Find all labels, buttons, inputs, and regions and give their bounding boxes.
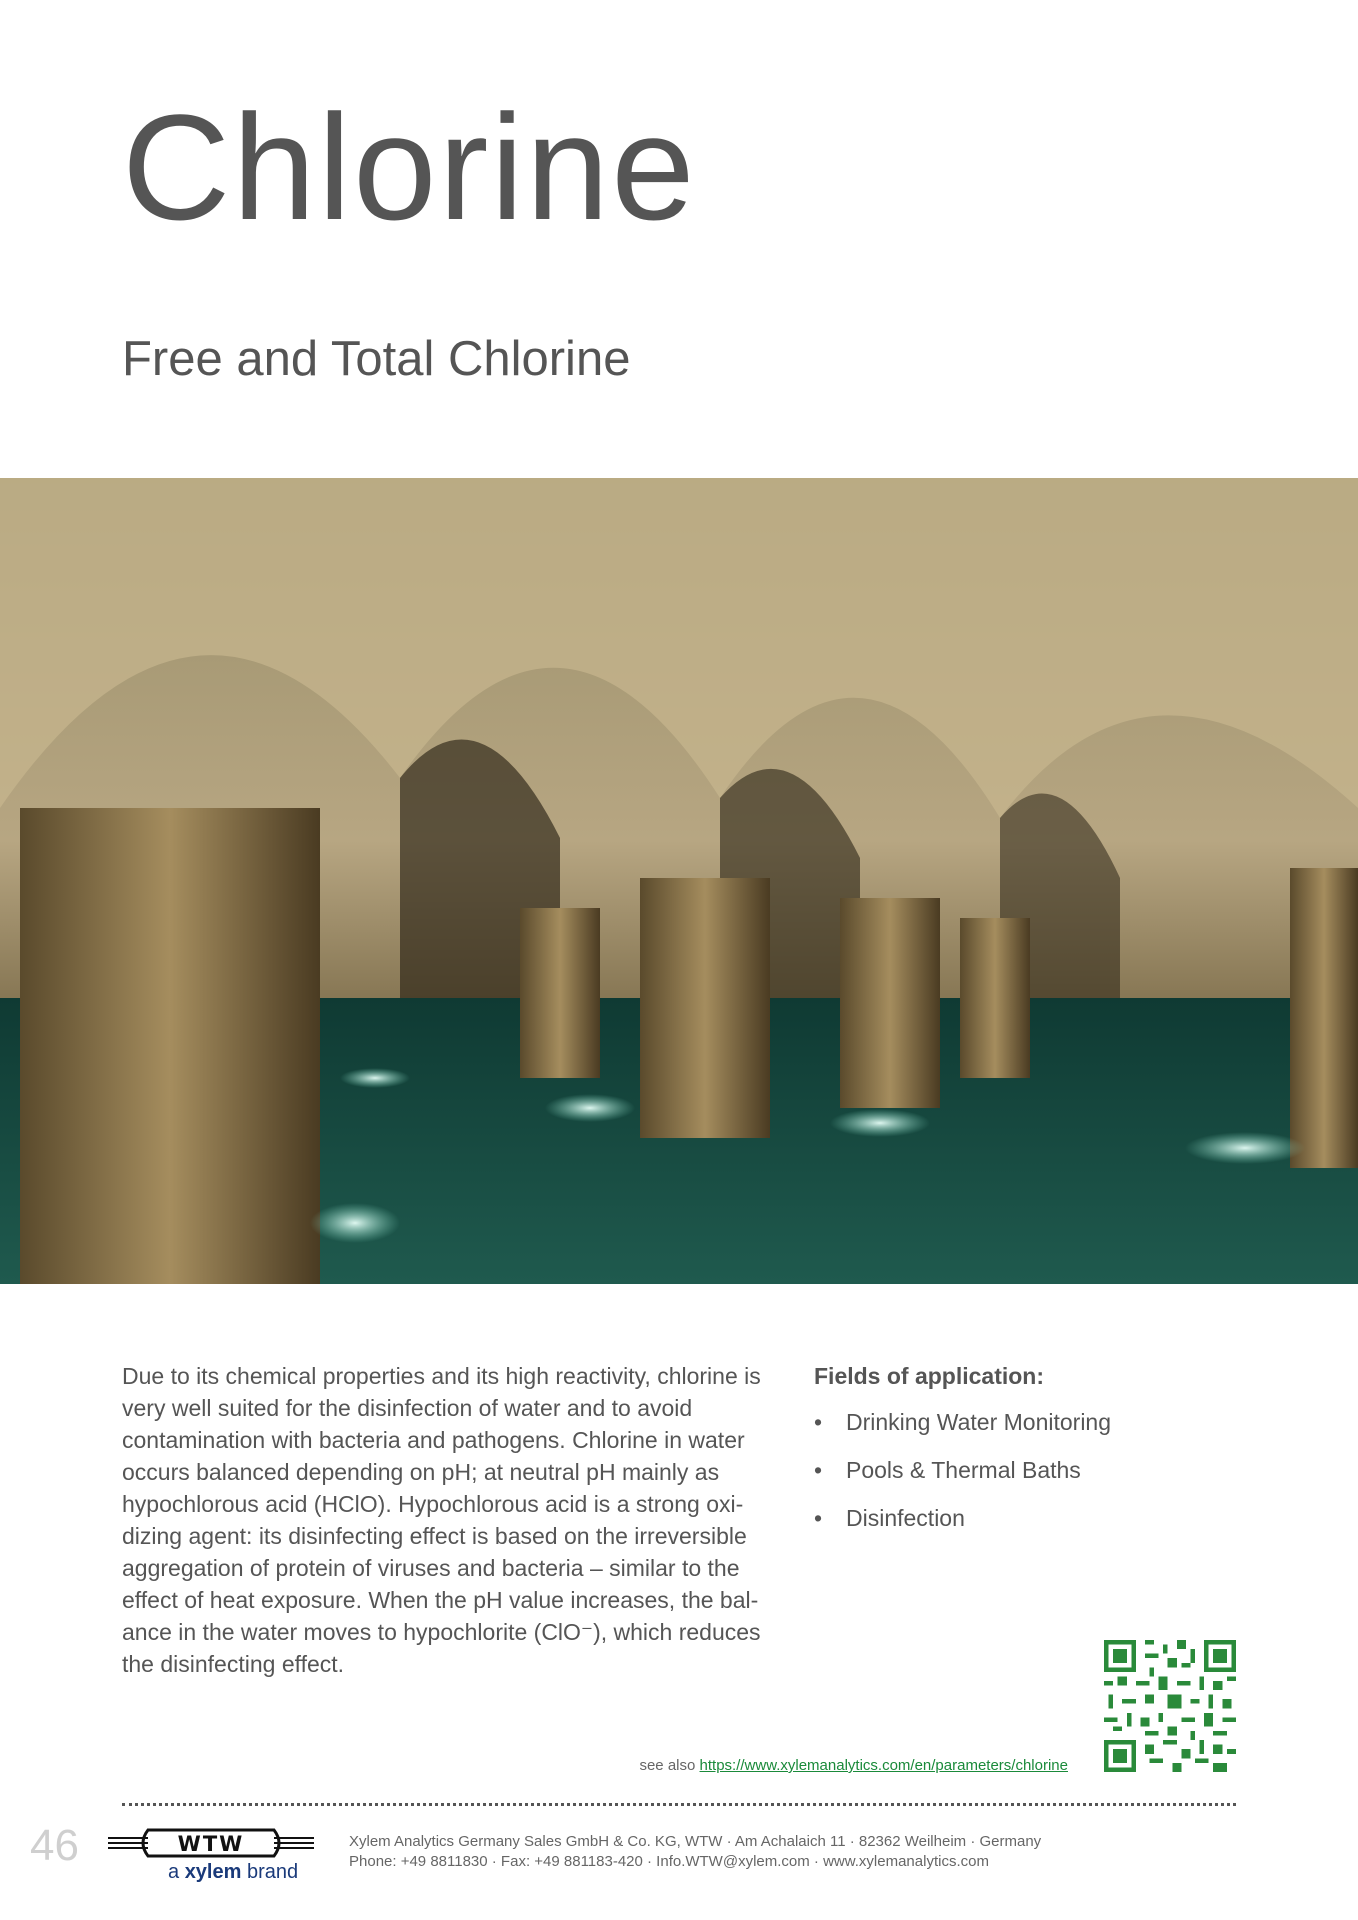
page-number: 46	[30, 1821, 79, 1870]
page-subtitle: Free and Total Chlorine	[122, 332, 631, 386]
cistern-photo	[0, 478, 1358, 1284]
footer-address: Xylem Analytics Germany Sales GmbH & Co. KG, WTW · Am Achalaich 11 · 82362 Weilheim · Germany	[349, 1833, 1042, 1850]
bullet-icon: •	[814, 1505, 823, 1531]
qr-code-icon[interactable]	[1104, 1640, 1236, 1772]
page-title: Chlorine	[122, 83, 697, 251]
fields-heading: Fields of application:	[814, 1363, 1045, 1389]
list-item: • Disinfection	[814, 1502, 1254, 1534]
xylem-brand-tagline: a xylem brand	[168, 1861, 299, 1883]
fields-of-application	[814, 1360, 1254, 1550]
intro-paragraph: Due to its chemical properties and its high reactivity, chlorine is very well suited for the disinfection of water and to avoid contamination with bacteria and pathogens. Chlorine in water occurs balanced depending on pH; at neutral pH mainly as hypochlorous acid (HClO). Hypochlorous acid is a strong oxi-dizing agent: its disinfecting effect is based on the irreversible aggregation of protein of viruses and bacteria – similar to the effect of heat exposure. When the pH value increases, the bal-ance in the water moves to hypochlorite (ClO⁻), which reduces the disinfecting effect.	[122, 1363, 761, 1677]
footer-contact: Phone: +49 8811830 · Fax: +49 881183-420 · Info.WTW@xylem.com · www.xylemanalytics.com	[349, 1853, 989, 1870]
list-item: • Pools & Thermal Baths	[814, 1454, 1254, 1486]
footer-divider	[122, 1803, 1236, 1806]
fields-list	[814, 1406, 1254, 1534]
bullet-icon: •	[814, 1409, 823, 1435]
see-also-prefix: see also	[639, 1757, 696, 1774]
svg-text:WTW: WTW	[177, 1832, 245, 1856]
footer-address-block	[349, 1832, 1041, 1872]
parameters-link[interactable]: https://www.xylemanalytics.com/en/parameters/chlorine	[699, 1757, 1068, 1774]
bullet-icon: •	[814, 1457, 823, 1483]
see-also-line	[500, 1756, 1068, 1776]
list-item: • Drinking Water Monitoring	[814, 1406, 1254, 1438]
